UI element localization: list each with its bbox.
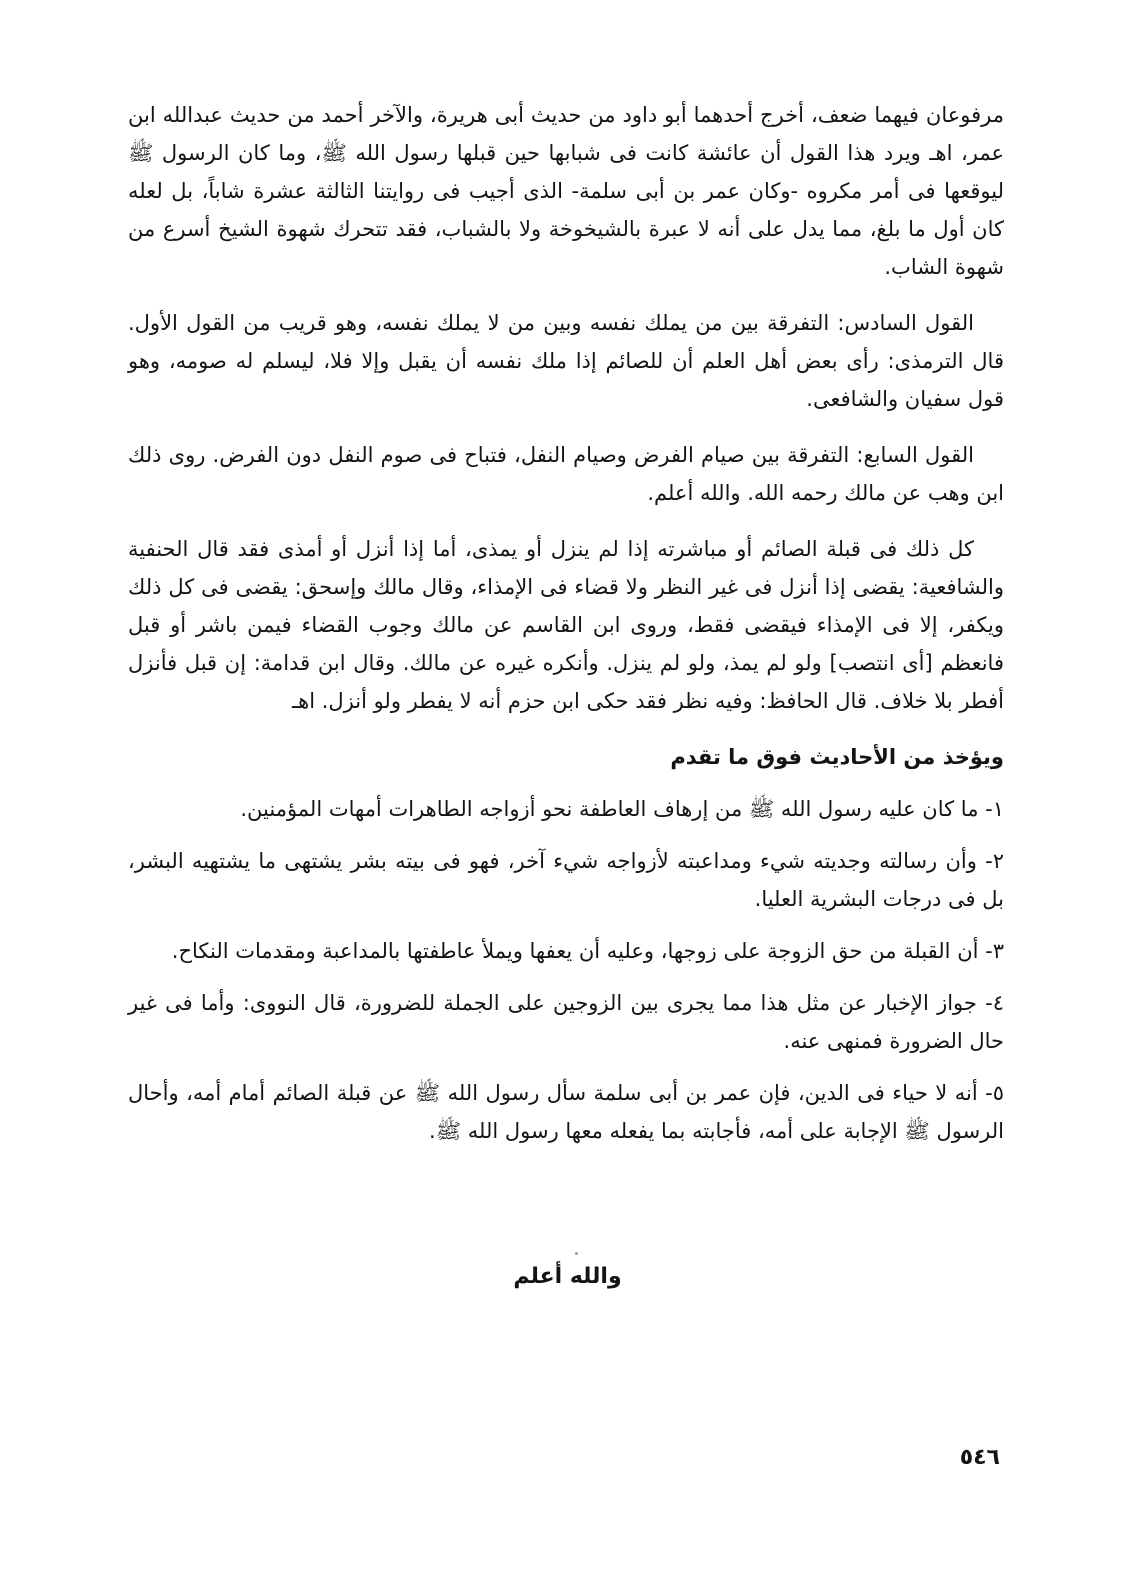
list-item-number: ١- <box>985 797 1004 821</box>
list-item <box>128 1074 1004 1150</box>
section-heading: ويؤخذ من الأحاديث فوق ما تقدم <box>670 745 1004 769</box>
page-number: ٥٤٦ <box>959 1445 1000 1470</box>
list-item-text: أنه لا حياء فى الدين، فإن عمر بن أبى سلمة سأل رسول الله ﷺ عن قبلة الصائم أمام أمه، وأحال الرسول ﷺ الإجابة على أمه، فأجابته بما يفعله معها رسول الله ﷺ. <box>128 1081 1004 1143</box>
list-item <box>128 842 1004 918</box>
body-text <box>128 96 1004 1164</box>
paragraph-seventh-opinion: القول السابع: التفرقة بين صيام الفرض وصيام النفل، فتباح فى صوم النفل دون الفرض. روى ذلك ابن وهب عن مالك رحمه الله. والله أعلم. <box>128 443 1004 505</box>
paragraph-ejaculation-ruling: كل ذلك فى قبلة الصائم أو مباشرته إذا لم ينزل أو يمذى، أما إذا أنزل أو أمذى فقد قال الحنفية والشافعية: يقضى إذا أنزل فى غير النظر ولا قضاء فى الإمذاء، وقال مالك وإسحق: يقضى فى كل ذلك ويكفر، إلا فى الإمذاء فيقضى فقط، وروى ابن القاسم عن مالك وجوب القضاء فيمن باشر أو قبل فانعظم [أى انتصب] ولو لم يمذ، ولو لم ينزل. وأنكره غيره عن مالك. وقال ابن قدامة: إن قبل فأنزل أفطر بلا خلاف. قال الحافظ: وفيه نظر فقد حكى ابن حزم أنه لا يفطر ولو أنزل. اهـ <box>128 537 1004 713</box>
scan-artifact-dot <box>575 1252 578 1255</box>
list-item <box>128 932 1004 970</box>
list-item <box>128 790 1004 828</box>
paragraph-hadith-discussion: مرفوعان فيهما ضعف، أخرج أحدهما أبو داود من حديث أبى هريرة، والآخر أحمد من حديث عبدالله ابن عمر، اهـ ويرد هذا القول أن عائشة كانت فى شبابها حين قبلها رسول الله ﷺ، وما كان الرسول ﷺ ليوقعها فى أمر مكروه -وكان عمر بن أبى سلمة- الذى أجيب فى روايتنا الثالثة عشرة شاباً، بل لعله كان أول ما بلغ، مما يدل على أنه لا عبرة بالشيخوخة ولا بالشباب، فقد تتحرك شهوة الشيخ أسرع من شهوة الشاب. <box>128 103 1004 279</box>
lessons-list <box>128 790 1004 1150</box>
list-item-text: أن القبلة من حق الزوجة على زوجها، وعليه أن يعفها ويملأ عاطفتها بالمداعبة ومقدمات النكاح. <box>171 939 979 963</box>
list-item-number: ٣- <box>985 939 1004 963</box>
closing-phrase: والله أعلم <box>513 1264 622 1289</box>
list-item <box>128 984 1004 1060</box>
list-item-number: ٥- <box>985 1081 1004 1105</box>
paragraph-sixth-opinion: القول السادس: التفرقة بين من يملك نفسه وبين من لا يملك نفسه، وهو قريب من القول الأول. قال الترمذى: رأى بعض أهل العلم أن للصائم إذا ملك نفسه أن يقبل وإلا فلا، ليسلم له صومه، وهو قول سفيان والشافعى. <box>128 311 1004 411</box>
list-item-number: ٤- <box>985 991 1004 1015</box>
list-item-text: وأن رسالته وجديته شيء ومداعبته لأزواجه شيء آخر، فهو فى بيته بشر يشتهى ما يشتهيه البشر، بل فى درجات البشرية العليا. <box>128 849 1004 911</box>
list-item-text: جواز الإخبار عن مثل هذا مما يجرى بين الزوجين على الجملة للضرورة، قال النووى: وأما فى غير حال الضرورة فمنهى عنه. <box>128 991 1004 1053</box>
list-item-number: ٢- <box>985 849 1004 873</box>
list-item-text: ما كان عليه رسول الله ﷺ من إرهاف العاطفة نحو أزواجه الطاهرات أمهات المؤمنين. <box>240 797 979 821</box>
